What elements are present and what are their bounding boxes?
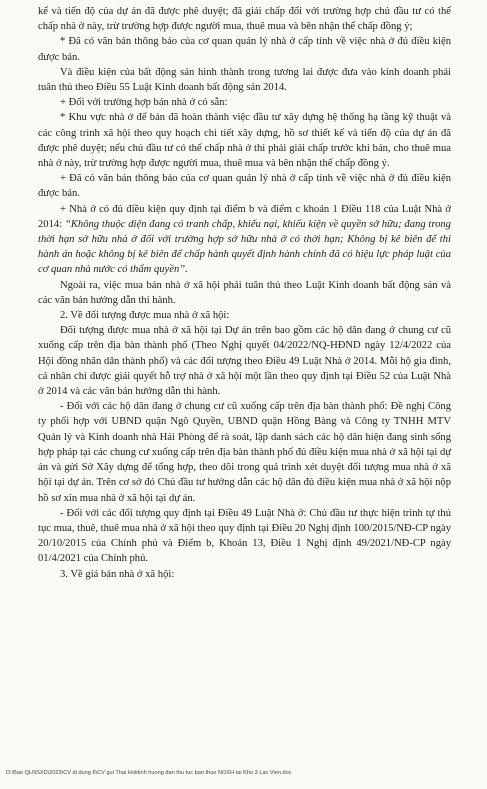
paragraph-8: Ngoài ra, việc mua bán nhà ở xã hội phải tuân thủ theo Luật Kinh doanh bất động sản và các văn bản hướng dẫn thi hành. <box>38 279 451 306</box>
file-path-footer: D:\Bao QLNSXD\2023\CV di dung 6\CV gui Thai Holdinh huong dan thu tuc ban thue NOXH tai Kho 3 Lac Vien.doc <box>6 770 292 776</box>
paragraph-7 <box>38 202 451 278</box>
section-heading-3: 3. Về giá bán nhà ở xã hội: <box>60 568 175 580</box>
section-heading-2: 2. Về đối tượng được mua nhà ở xã hội: <box>60 310 230 322</box>
paragraph-6: + Đã có văn bản thông báo của cơ quan quản lý nhà ở cấp tỉnh về việc nhà ở đủ điều kiện được bán. <box>38 173 451 200</box>
paragraph-4: + Đối với trường hợp bán nhà ở có sẵn: <box>60 97 228 109</box>
paragraph-7-quote: “Không thuộc diện đang có tranh chấp, khiếu nại, khiếu kiện về quyền sở hữu; đang trong thời hạn sở hữu nhà ở đối với trường hợp sở hữu nhà ở có thời hạn; Không bị kê biên để thi hành án hoặc không bị kê biên để chấp hành quyết định hành chính đã có hiệu lực pháp luật của cơ quan nhà nước có thẩm quyền”. <box>38 218 451 276</box>
paragraph-2: * Đã có văn bản thông báo của cơ quan quản lý nhà ở cấp tỉnh về việc nhà ở đủ điều kiện được bán. <box>38 36 451 63</box>
paragraph-1: kế và tiến độ của dự án đã được phê duyệt; đã giải chấp đối với trường hợp chủ đầu tư có thế chấp nhà ở này, trừ trường hợp được người mua, thuê mua và bên nhận thế chấp đồng ý; <box>38 6 451 33</box>
paragraph-3: Và điều kiện của bất động sản hình thành trong tương lai được đưa vào kinh doanh phải tuân thủ theo Điều 55 Luật Kinh doanh bất động sản 2014. <box>38 66 451 94</box>
paragraph-9: Đối tượng được mua nhà ở xã hội tại Dự án trên bao gồm các hộ dân đang ở chung cư cũ xuống cấp trên địa bàn thành phố (Theo Nghị quyết 04/2022/NQ-HĐND ngày 12/4/2022 của Hội đồng nhân dân thành phố) và các đối tượng theo Điều 49 Luật Nhà ở 2014. Mỗi hộ gia đình, cá nhân chỉ được giải quyết hỗ trợ nhà ở xã hội một lần theo quy định tại Điều 52 của Luật Nhà ở 2014 và các văn bản hướng dẫn thi hành. <box>38 325 451 398</box>
paragraph-5: * Khu vực nhà ở để bán đã hoàn thành việc đầu tư xây dựng hệ thống hạ tầng kỹ thuật và các công trình xã hội theo quy hoạch chi tiết xây dựng, hồ sơ thiết kế và tiến độ của dự án đã được phê duyệt; nếu chủ đầu tư có thế chấp nhà ở thì phải giải chấp trước khi bán, cho thuê mua nhà ở này, trừ trường hợp được người mua, thuê mua và bên nhận thế chấp đồng ý. <box>38 112 451 170</box>
paragraph-11: - Đối với các đối tượng quy định tại Điều 49 Luật Nhà ở: Chủ đầu tư thực hiện trình tự thủ tục mua, thuê, thuê mua nhà ở xã hội theo quy định tại Điều 20 Nghị định 100/2015/NĐ-CP ngày 20/10/2015 của Chính phủ và Điểm b, Khoản 13, Điều 1 Nghị định 49/2021/NĐ-CP ngày 01/4/2021 của Chính phủ. <box>38 507 452 565</box>
paragraph-7-lead: + Nhà ở có đủ điều kiện quy định tại điểm b và điểm c khoản 1 Điều 118 của Luật Nhà ở 2014: <box>38 203 451 230</box>
paragraph-10: - Đối với các hộ dân đang ở chung cư cũ xuống cấp trên địa bàn thành phố: Đề nghị Công ty phối hợp với UBND quận Ngô Quyền, UBND quận Hồng Bàng và Công ty TNHH MTV Quản lý và Kinh doanh nhà Hải Phòng để rà soát, lập danh sách các hộ dân hiện đang sinh sống hợp pháp tại các chung cư xuống cấp trên địa bàn thành phố đủ điều kiện mua nhà ở xã hội tại dự án và gửi Sở Xây dựng để tổng hợp, theo dõi trong quá trình xét duyệt đối tượng mua nhà ở xã hội tại dự án. Trên cơ sở đó Chủ đầu tư hướng dẫn các hộ dân đủ điều kiện mua nhà ở xã hội nộp hồ sơ xin mua nhà ở xã hội tại dự án. <box>38 401 451 504</box>
